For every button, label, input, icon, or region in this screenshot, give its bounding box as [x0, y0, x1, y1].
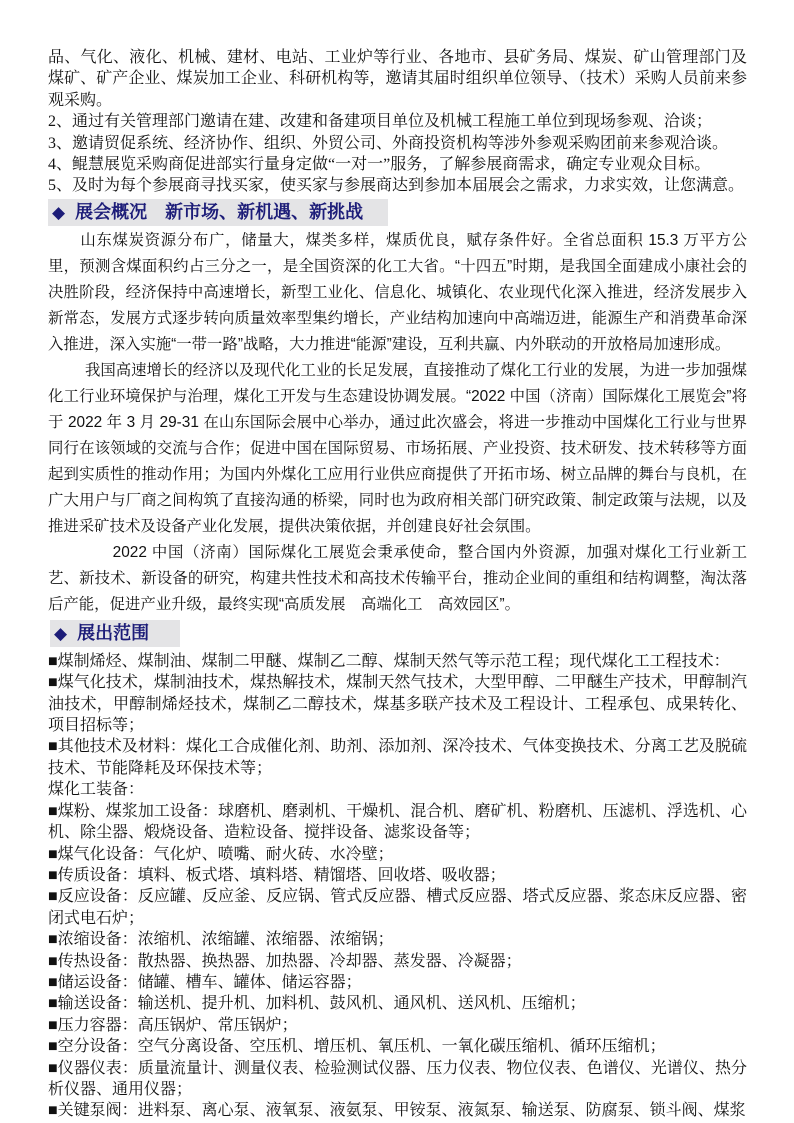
document-page	[48, 47, 747, 1122]
intro-item: 4、鲲慧展览采购商促进部实行量身定做“一对一”服务，了解参展商需求，确定专业观众目标。	[48, 156, 711, 174]
list-item: ■储运设备：储罐、槽车、罐体、储运容器；	[48, 973, 362, 991]
overview-text	[48, 228, 747, 618]
diamond-bullet-icon: ◆	[54, 623, 68, 643]
list-item: ■压力容器：高压锅炉、常压锅炉；	[48, 1016, 298, 1034]
list-item: ■关键泵阀：进料泵、离心泵、液氧泵、液氨泵、甲铵泵、液氮泵、输送泵、防腐泵、锁斗阀、煤浆	[48, 1102, 746, 1120]
section-title: 展会概况 新市场、新机遇、新挑战	[75, 201, 364, 222]
list-item: ■反应设备：反应罐、反应釜、反应锅、管式反应器、槽式反应器、塔式反应器、浆态床反应器、密闭式电石炉；	[48, 888, 747, 927]
list-item: ■传质设备：填料、板式塔、填料塔、精馏塔、回收塔、吸收器；	[48, 866, 506, 884]
visitor-invitation-list	[48, 47, 747, 197]
paragraph: 山东煤炭资源分布广，储量大，煤类多样，煤质优良，赋存条件好。全省总面积 15.3 万平方公里，预测含煤面积约占三分之一，是全国资深的化工大省。“十四五”时期，是我国全面建成小康社会的决胜阶段，经济保持中高速增长，新型工业化、信息化、城镇化、农业现代化深入推进，经济发展步入新常态，发展方式逐步转向质量效率型集约增长，产业结构加速向中高端迈进，能源生产和消费革命深入推进，深入实施“一带一路”战略，大力推进“能源”建设，互利共赢、内外联动的开放格局加速形成。	[48, 231, 747, 353]
section-heading-overview	[48, 199, 388, 226]
intro-item: 2、通过有关管理部门邀请在建、改建和备建项目单位及机械工程施工单位到现场参观、洽谈；	[48, 113, 713, 131]
list-item: ■浓缩设备：浓缩机、浓缩罐、浓缩器、浓缩锅；	[48, 931, 394, 949]
list-item: ■煤粉、煤浆加工设备：球磨机、磨剥机、干燥机、混合机、磨矿机、粉磨机、压滤机、浮选机、心机、除尘器、煅烧设备、造粒设备、搅拌设备、滤浆设备等；	[48, 802, 747, 842]
intro-item: 品、气化、液化、机械、建材、电站、工业炉等行业、各地市、县矿务局、煤炭、矿山管理部门及煤矿、矿产企业、煤炭加工企业、科研机构等，邀请其届时组织单位领导、（技术）采购人员前来参观采购。	[48, 49, 747, 109]
section-title: 展出范围	[77, 622, 150, 643]
list-item: ■煤气化技术，煤制油技术，煤热解技术，煤制天然气技术，大型甲醇、二甲醚生产技术，甲醇制汽油技术，甲醇制烯烃技术，煤制乙二醇技术，煤基多联产技术及工程设计、工程承包、成果转化、项目招标等；	[48, 674, 747, 735]
intro-item: 5、及时为每个参展商寻找买家，使买家与参展商达到参加本届展会之需求，力求实效，让您满意。	[48, 177, 745, 195]
list-item: ■空分设备：空气分离设备、空压机、增压机、氧压机、一氧化碳压缩机、循环压缩机；	[48, 1038, 666, 1056]
section-heading-scope	[50, 620, 180, 647]
list-item: 煤化工装备：	[48, 781, 145, 799]
exhibit-scope-list	[48, 651, 747, 1122]
paragraph: 2022 中国（济南）国际煤化工展览会秉承使命，整合国内外资源，加强对煤化工行业新工艺、新技术、新设备的研究，构建共性技术和高技术传输平台，推动企业间的重组和结构调整，淘汰落后产能，促进产业升级，最终实现“高质发展 高端化工 高效园区”。	[48, 543, 747, 613]
list-item: ■仪器仪表：质量流量计、测量仪表、检验测试仪器、压力仪表、物位仪表、色谱仪、光谱仪、热分析仪器、通用仪器；	[48, 1059, 747, 1098]
list-item: ■输送设备：输送机、提升机、加料机、鼓风机、通风机、送风机、压缩机；	[48, 995, 586, 1013]
list-item: ■煤气化设备：气化炉、喷嘴、耐火砖、水冷壁；	[48, 845, 394, 863]
list-item: ■煤制烯烃、煤制油、煤制二甲醚、煤制乙二醇、煤制天然气等示范工程；现代煤化工工程技术：	[48, 652, 730, 670]
diamond-bullet-icon: ◆	[52, 202, 66, 222]
list-item: ■其他技术及材料：煤化工合成催化剂、助剂、添加剂、深冷技术、气体变换技术、分离工艺及脱硫技术、节能降耗及环保技术等；	[48, 738, 747, 777]
intro-item: 3、邀请贸促系统、经济协作、组织、外贸公司、外商投资机构等涉外参观采购团前来参观洽谈。	[48, 134, 729, 152]
list-item: ■传热设备：散热器、换热器、加热器、冷却器、蒸发器、冷凝器；	[48, 952, 522, 970]
paragraph: 我国高速增长的经济以及现代化工业的长足发展，直接推动了煤化工行业的发展，为进一步加强煤化工行业环境保护与治理，煤化工开发与生态建设协调发展。“2022 中国（济南）国际煤化工展览会”将于 2022 年 3 月 29-31 在山东国际会展中心举办，通过此次盛会，将进一步推动中国煤化工行业与世界同行在该领域的交流与合作；促进中国在国际贸易、市场拓展、产业投资、技术研发、技术转移等方面起到实质性的推动作用；为国内外煤化工应用行业供应商提供了开拓市场、树立品牌的舞台与良机，在广大用户与厂商之间构筑了直接沟通的桥梁，同时也为政府相关部门研究政策、制定政策与法规，以及推进采矿技术及设备产业化发展，提供决策依据，并创建良好社会氛围。	[48, 361, 747, 535]
